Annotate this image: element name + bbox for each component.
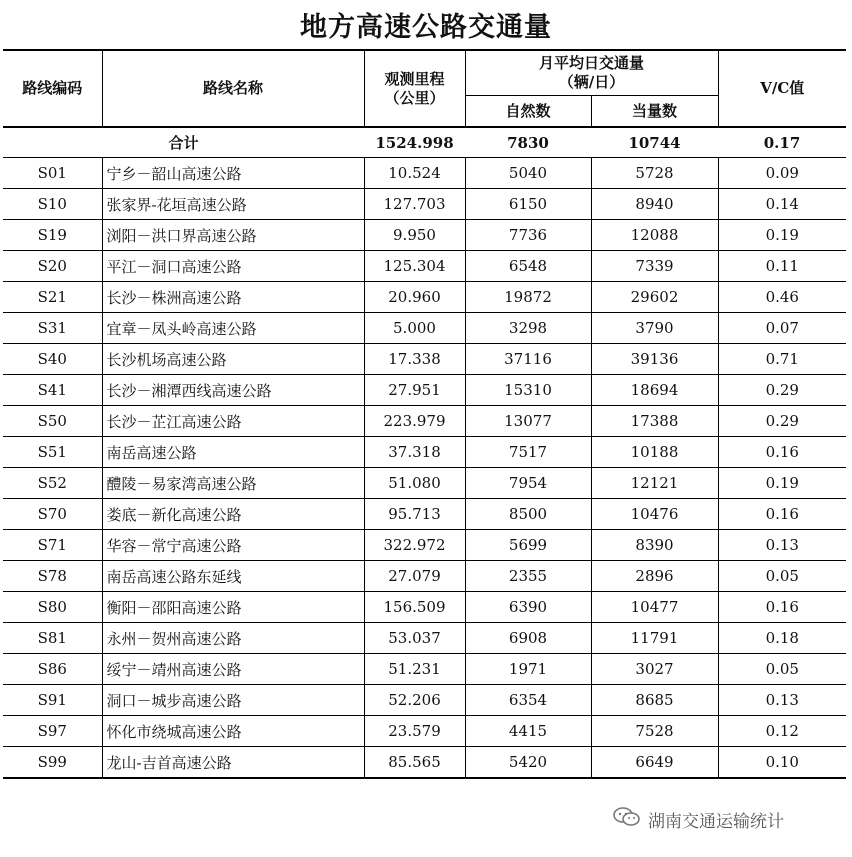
- route-code: S31: [3, 313, 102, 344]
- route-vc: 0.07: [718, 313, 846, 344]
- table-row: [3, 561, 846, 592]
- route-name: 南岳高速公路东延线: [102, 561, 364, 592]
- route-name: 宜章－凤头岭高速公路: [102, 313, 364, 344]
- route-name: 娄底－新化高速公路: [102, 499, 364, 530]
- route-equivalent: 8390: [591, 530, 718, 561]
- route-code: S40: [3, 344, 102, 375]
- route-mileage: 27.079: [364, 561, 465, 592]
- route-code: S80: [3, 592, 102, 623]
- route-name: 浏阳－洪口界高速公路: [102, 220, 364, 251]
- table-row: [3, 282, 846, 313]
- route-vc: 0.29: [718, 375, 846, 406]
- header-code: 路线编码: [3, 50, 102, 127]
- route-natural: 5420: [465, 747, 591, 779]
- route-vc: 0.16: [718, 499, 846, 530]
- route-natural: 15310: [465, 375, 591, 406]
- route-vc: 0.16: [718, 437, 846, 468]
- route-name: 平江－洞口高速公路: [102, 251, 364, 282]
- route-vc: 0.10: [718, 747, 846, 779]
- header-equivalent: 当量数: [591, 96, 718, 128]
- header-avg-daily: [465, 50, 718, 96]
- route-name: 绥宁－靖州高速公路: [102, 654, 364, 685]
- route-mileage: 52.206: [364, 685, 465, 716]
- total-equivalent: 10744: [591, 127, 718, 158]
- route-mileage: 85.565: [364, 747, 465, 779]
- route-code: S52: [3, 468, 102, 499]
- route-mileage: 9.950: [364, 220, 465, 251]
- route-name: 衡阳－邵阳高速公路: [102, 592, 364, 623]
- route-name: 宁乡－韶山高速公路: [102, 158, 364, 189]
- route-mileage: 20.960: [364, 282, 465, 313]
- route-vc: 0.19: [718, 468, 846, 499]
- route-code: S41: [3, 375, 102, 406]
- table-row: [3, 499, 846, 530]
- route-equivalent: 17388: [591, 406, 718, 437]
- table-row: [3, 251, 846, 282]
- route-natural: 4415: [465, 716, 591, 747]
- route-mileage: 95.713: [364, 499, 465, 530]
- route-vc: 0.14: [718, 189, 846, 220]
- table-row: [3, 747, 846, 779]
- total-row: [3, 127, 846, 158]
- route-name: 洞口－城步高速公路: [102, 685, 364, 716]
- route-name: 怀化市绕城高速公路: [102, 716, 364, 747]
- route-natural: 19872: [465, 282, 591, 313]
- route-vc: 0.13: [718, 530, 846, 561]
- traffic-table: [3, 49, 846, 779]
- route-code: S10: [3, 189, 102, 220]
- route-equivalent: 10188: [591, 437, 718, 468]
- route-equivalent: 12088: [591, 220, 718, 251]
- route-name: 长沙－湘潭西线高速公路: [102, 375, 364, 406]
- route-natural: 6908: [465, 623, 591, 654]
- route-natural: 5040: [465, 158, 591, 189]
- route-code: S21: [3, 282, 102, 313]
- table-row: [3, 158, 846, 189]
- header-mileage: [364, 50, 465, 127]
- route-vc: 0.18: [718, 623, 846, 654]
- route-mileage: 322.972: [364, 530, 465, 561]
- route-natural: 3298: [465, 313, 591, 344]
- route-code: S86: [3, 654, 102, 685]
- route-name: 龙山-吉首高速公路: [102, 747, 364, 779]
- route-equivalent: 39136: [591, 344, 718, 375]
- route-name: 南岳高速公路: [102, 437, 364, 468]
- route-natural: 6354: [465, 685, 591, 716]
- route-vc: 0.13: [718, 685, 846, 716]
- route-code: S19: [3, 220, 102, 251]
- watermark: [612, 806, 784, 832]
- route-code: S51: [3, 437, 102, 468]
- table-row: [3, 685, 846, 716]
- route-mileage: 127.703: [364, 189, 465, 220]
- route-equivalent: 7339: [591, 251, 718, 282]
- table-row: [3, 220, 846, 251]
- table-row: [3, 189, 846, 220]
- route-name: 长沙－株洲高速公路: [102, 282, 364, 313]
- route-code: S70: [3, 499, 102, 530]
- route-equivalent: 5728: [591, 158, 718, 189]
- table-row: [3, 437, 846, 468]
- route-code: S78: [3, 561, 102, 592]
- route-code: S91: [3, 685, 102, 716]
- route-code: S20: [3, 251, 102, 282]
- table-row: [3, 468, 846, 499]
- route-equivalent: 3027: [591, 654, 718, 685]
- route-equivalent: 18694: [591, 375, 718, 406]
- route-mileage: 37.318: [364, 437, 465, 468]
- route-equivalent: 2896: [591, 561, 718, 592]
- route-code: S71: [3, 530, 102, 561]
- route-equivalent: 8685: [591, 685, 718, 716]
- route-mileage: 5.000: [364, 313, 465, 344]
- route-vc: 0.05: [718, 561, 846, 592]
- table-row: [3, 592, 846, 623]
- route-mileage: 156.509: [364, 592, 465, 623]
- route-natural: 2355: [465, 561, 591, 592]
- route-equivalent: 10476: [591, 499, 718, 530]
- route-vc: 0.12: [718, 716, 846, 747]
- route-equivalent: 3790: [591, 313, 718, 344]
- wechat-icon: [612, 806, 642, 833]
- table-row: [3, 313, 846, 344]
- route-mileage: 125.304: [364, 251, 465, 282]
- total-mileage: 1524.998: [364, 127, 465, 158]
- route-natural: 1971: [465, 654, 591, 685]
- table-row: [3, 375, 846, 406]
- route-equivalent: 7528: [591, 716, 718, 747]
- route-vc: 0.19: [718, 220, 846, 251]
- header-name: 路线名称: [102, 50, 364, 127]
- route-code: S50: [3, 406, 102, 437]
- route-natural: 8500: [465, 499, 591, 530]
- route-code: S97: [3, 716, 102, 747]
- route-vc: 0.05: [718, 654, 846, 685]
- route-code: S01: [3, 158, 102, 189]
- watermark-text: 湖南交通运输统计: [648, 811, 784, 832]
- route-vc: 0.11: [718, 251, 846, 282]
- route-mileage: 51.080: [364, 468, 465, 499]
- route-equivalent: 10477: [591, 592, 718, 623]
- route-natural: 37116: [465, 344, 591, 375]
- route-natural: 5699: [465, 530, 591, 561]
- route-mileage: 51.231: [364, 654, 465, 685]
- route-mileage: 27.951: [364, 375, 465, 406]
- header-avg-line2: （辆/日）: [558, 73, 625, 91]
- header-natural: 自然数: [465, 96, 591, 128]
- route-equivalent: 6649: [591, 747, 718, 779]
- route-natural: 7954: [465, 468, 591, 499]
- route-mileage: 53.037: [364, 623, 465, 654]
- table-row: [3, 530, 846, 561]
- table-row: [3, 654, 846, 685]
- total-label: 合计: [3, 127, 364, 158]
- route-code: S99: [3, 747, 102, 779]
- route-natural: 6150: [465, 189, 591, 220]
- route-natural: 6390: [465, 592, 591, 623]
- route-equivalent: 8940: [591, 189, 718, 220]
- route-mileage: 17.338: [364, 344, 465, 375]
- route-natural: 7517: [465, 437, 591, 468]
- header-vc: V/C值: [718, 50, 846, 127]
- table-row: [3, 623, 846, 654]
- table-row: [3, 716, 846, 747]
- header-avg-line1: 月平均日交通量: [539, 54, 645, 72]
- table-row: [3, 344, 846, 375]
- total-vc: 0.17: [718, 127, 846, 158]
- route-vc: 0.71: [718, 344, 846, 375]
- route-name: 华容－常宁高速公路: [102, 530, 364, 561]
- route-equivalent: 11791: [591, 623, 718, 654]
- route-natural: 13077: [465, 406, 591, 437]
- header-mileage-line2: （公里）: [384, 88, 445, 107]
- header-mileage-line1: 观测里程: [384, 69, 445, 88]
- route-vc: 0.46: [718, 282, 846, 313]
- route-name: 永州－贺州高速公路: [102, 623, 364, 654]
- route-mileage: 223.979: [364, 406, 465, 437]
- route-natural: 6548: [465, 251, 591, 282]
- table-row: [3, 406, 846, 437]
- route-name: 张家界-花垣高速公路: [102, 189, 364, 220]
- route-name: 醴陵－易家湾高速公路: [102, 468, 364, 499]
- route-code: S81: [3, 623, 102, 654]
- route-mileage: 23.579: [364, 716, 465, 747]
- route-vc: 0.29: [718, 406, 846, 437]
- page-title: 地方高速公路交通量: [300, 12, 552, 43]
- route-equivalent: 29602: [591, 282, 718, 313]
- route-vc: 0.16: [718, 592, 846, 623]
- total-natural: 7830: [465, 127, 591, 158]
- route-name: 长沙机场高速公路: [102, 344, 364, 375]
- route-mileage: 10.524: [364, 158, 465, 189]
- route-equivalent: 12121: [591, 468, 718, 499]
- route-name: 长沙－芷江高速公路: [102, 406, 364, 437]
- route-natural: 7736: [465, 220, 591, 251]
- route-vc: 0.09: [718, 158, 846, 189]
